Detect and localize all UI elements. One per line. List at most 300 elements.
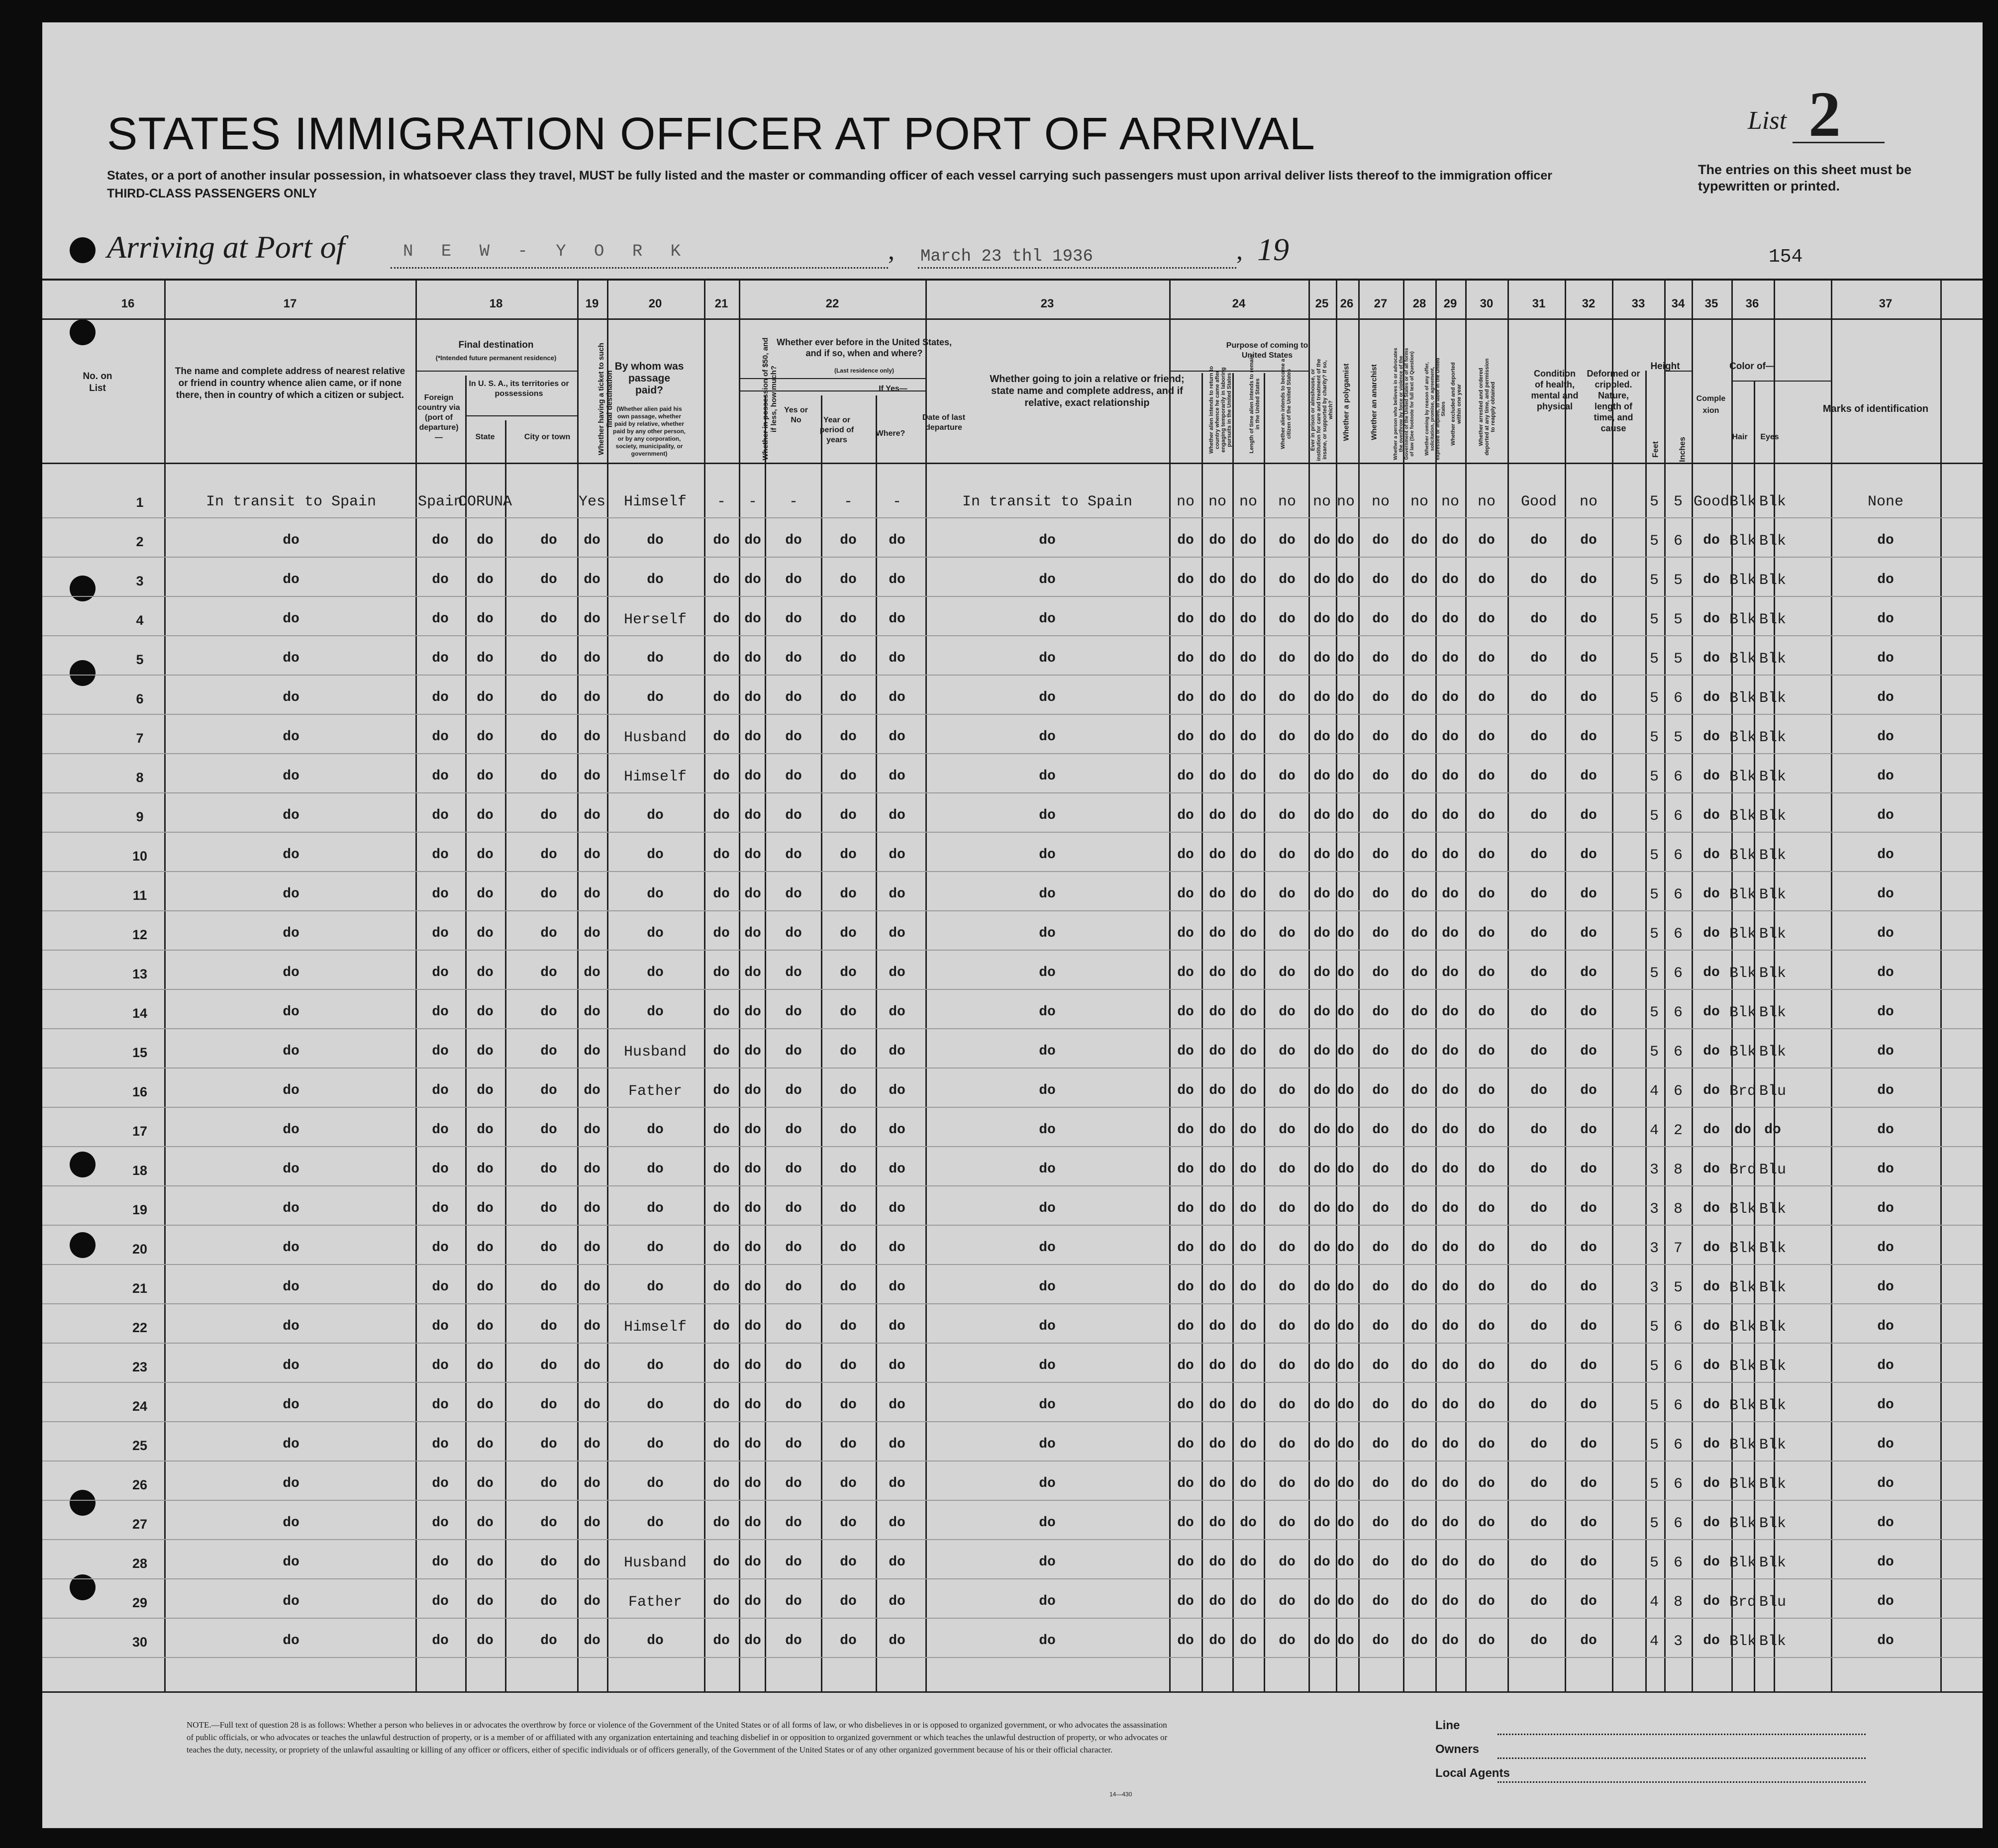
cell-c18b: do [477,611,494,627]
cell-c18c: do [540,729,557,745]
list-label: List [1748,106,1787,135]
cell-c27: do [1337,1476,1354,1491]
cell-c24a: do [1177,1240,1194,1256]
cell-c37: do [1877,808,1894,823]
cell-c37: do [1877,1515,1894,1531]
cell-in: 6 [1673,808,1683,825]
row-rule [42,714,1983,715]
cell-c23: do [1039,1004,1056,1020]
cell-c29: do [1411,1515,1428,1531]
column-divider [1645,371,1647,1691]
col20-note: (Whether alien paid his own passage, whether paid by relative, whether paid by any other person, or by any corporation, society, municipality, or government) [612,405,686,457]
cell-c22a: do [744,1594,761,1609]
cell-c24c: do [1240,1162,1257,1177]
cell-ft: 5 [1649,769,1659,785]
cell-c18c: do [540,769,557,784]
subheader-divider [1731,381,1831,382]
cell-c21: do [713,533,730,548]
cell-c26: do [1313,1476,1330,1491]
column-number-28: 28 [1412,297,1426,310]
column-number-17: 17 [283,297,297,310]
cell-c35: do [1703,1083,1720,1098]
cell-c22b: do [785,1044,802,1059]
row-rule [42,675,1983,676]
cell-c20: do [647,533,664,548]
cell-c19: do [584,611,600,627]
cell-c27: do [1337,1397,1354,1413]
cell-c18c: do [540,533,557,548]
cell-c22a: do [744,1201,761,1216]
cell-c31: do [1478,1555,1495,1570]
cell-c23: do [1039,1633,1056,1649]
cell-c24b: do [1209,1122,1226,1138]
cell-eyes: Blk [1759,1476,1787,1493]
cell-c24a: do [1177,611,1194,627]
cell-c28: do [1372,1476,1389,1491]
cell-c27: do [1337,926,1354,941]
cell-c37: do [1877,651,1894,666]
cell-c20: do [647,1515,664,1531]
row-rule [42,989,1983,990]
cell-c26: do [1313,1279,1330,1295]
cell-c17: do [283,1122,300,1138]
cell-c18a: Spain [417,493,463,510]
page-title: STATES IMMIGRATION OFFICER AT PORT OF ARRIVAL [107,108,1315,159]
cell-c28: do [1372,1358,1389,1373]
cell-c32: do [1530,533,1547,548]
cell-in: 6 [1673,533,1683,550]
cell-hair: Blk [1729,611,1757,628]
column-divider [1940,279,1942,1691]
cell-c22b: do [785,1162,802,1177]
column-number-23: 23 [1040,297,1054,310]
cell-c17: do [283,611,300,627]
cell-c35: do [1703,769,1720,784]
cell-c24b: do [1209,1515,1226,1531]
cell-ft: 5 [1649,1319,1659,1336]
cell-c24b: do [1209,1594,1226,1609]
cell-c22d: do [889,1279,905,1295]
cell-c23: do [1039,611,1056,627]
cell-c21: do [713,1122,730,1138]
col35-heading: Complexion [1696,394,1726,415]
cell-c22b: do [785,926,802,941]
cell-c22a: do [744,769,761,784]
cell-c24b: do [1209,886,1226,902]
row-number: 28 [132,1556,148,1571]
cell-c37: do [1877,1083,1894,1098]
cell-c24a: do [1177,965,1194,980]
cell-c32: do [1530,1594,1547,1609]
cell-c22b: do [785,1555,802,1570]
cell-c32: do [1530,1476,1547,1491]
cell-c24a: do [1177,926,1194,941]
cell-c30: do [1442,1044,1459,1059]
cell-c32: do [1530,1437,1547,1452]
cell-hair: Blk [1729,1397,1757,1414]
cell-c35: do [1703,1279,1720,1295]
cell-c30: do [1442,769,1459,784]
cell-c28: do [1372,965,1389,980]
row-rule [42,1185,1983,1186]
cell-c27: do [1337,572,1354,587]
cell-c19: do [584,1515,600,1531]
owners-signature-line [1498,1757,1866,1759]
cell-hair: Blk [1729,769,1757,785]
cell-c22c: do [840,886,857,902]
cell-c27: do [1337,533,1354,548]
cell-in: 8 [1673,1201,1683,1218]
cell-c27: do [1337,1044,1354,1059]
list-underline [1793,142,1885,143]
cell-c31: do [1478,1633,1495,1649]
cell-c29: do [1411,1240,1428,1256]
cell-c22a: do [744,1358,761,1373]
cell-c32: do [1530,651,1547,666]
cell-c28: do [1372,1083,1389,1098]
cell-c22c: do [840,1633,857,1649]
row-number: 8 [136,770,144,785]
cell-ft: 5 [1649,808,1659,825]
cell-c24b: do [1209,1279,1226,1295]
row-number: 27 [132,1517,148,1532]
cell-c17: do [283,1162,300,1177]
cell-in: 6 [1673,1004,1683,1021]
row-number: 29 [132,1595,148,1610]
cell-c19: do [584,1240,600,1256]
cell-c26: do [1313,1555,1330,1570]
cell-c18a: do [432,769,449,784]
cell-c26: do [1313,847,1330,863]
cell-c28: do [1372,926,1389,941]
cell-c31: do [1478,1476,1495,1491]
cell-c22c: do [840,690,857,705]
cell-c17: do [283,1358,300,1373]
column-number-26: 26 [1340,297,1354,310]
cell-c26: do [1313,1437,1330,1452]
cell-c18b: do [477,847,494,863]
cell-c18b: do [477,1476,494,1491]
cell-c37: do [1877,572,1894,587]
column-divider [1308,279,1310,1691]
cell-c23: do [1039,808,1056,823]
cell-c37: do [1877,1319,1894,1334]
cell-c20: Father [628,1594,683,1611]
cell-c18c: do [540,847,557,863]
cell-c24c: do [1240,690,1257,705]
cell-c35: do [1703,1515,1720,1531]
cell-c28: do [1372,847,1389,863]
cell-c29: do [1411,926,1428,941]
cell-c24c: do [1240,1358,1257,1373]
cell-c18b: do [477,1122,494,1138]
cell-c26: do [1313,808,1330,823]
col16-heading: No. on List [83,371,112,393]
cell-c24b: do [1209,965,1226,980]
cell-c18c: do [540,1122,557,1138]
cell-hair: Blk [1729,1004,1757,1021]
cell-c23: do [1039,1044,1056,1059]
cell-c26: do [1313,1004,1330,1020]
cell-c27: do [1337,729,1354,745]
cell-c20: do [647,1397,664,1413]
cell-ft: 4 [1649,1122,1659,1139]
cell-c31: do [1478,1240,1495,1256]
cell-c26: do [1313,769,1330,784]
cell-c37: do [1877,611,1894,627]
cell-c31: do [1478,729,1495,745]
cell-ft: 5 [1649,572,1659,589]
cell-c22c: do [840,808,857,823]
cell-c18b: do [477,1044,494,1059]
cell-c24c: do [1240,847,1257,863]
cell-c22b: do [785,690,802,705]
cell-c22c: do [840,1201,857,1216]
cell-c37: do [1877,1201,1894,1216]
cell-c23: do [1039,1162,1056,1177]
cell-c20: do [647,651,664,666]
cell-c25: do [1279,1044,1296,1059]
column-number-18: 18 [489,297,503,310]
cell-c24a: do [1177,729,1194,745]
cell-c24c: do [1240,965,1257,980]
row-number: 13 [132,967,148,981]
cell-c18b: do [477,808,494,823]
cell-c20: Himself [623,493,687,510]
cell-c24b: do [1209,1044,1226,1059]
cell-c24b: do [1209,690,1226,705]
cell-c23: do [1039,651,1056,666]
cell-c18b: do [477,1319,494,1334]
cell-c26: do [1313,1633,1330,1649]
cell-eyes: Blk [1759,572,1787,589]
cell-ft: 5 [1649,729,1659,746]
cell-c22a: do [744,690,761,705]
cell-eyes: Blk [1759,1279,1787,1296]
cell-c29: do [1411,1633,1428,1649]
cell-ft: 5 [1649,886,1659,903]
row-rule [42,1343,1983,1344]
cell-c26: no [1312,493,1331,510]
cell-c23: do [1039,572,1056,587]
cell-c33: do [1580,847,1597,863]
cell-c26: do [1313,533,1330,548]
page-number: 154 [1769,246,1803,268]
cell-c19: do [584,1044,600,1059]
cell-c19: do [584,1358,600,1373]
col33-heading: Deformed or crippled. Nature, length of time, and cause [1587,369,1640,433]
cell-c28: do [1372,1240,1389,1256]
cell-c22d: do [889,1044,905,1059]
cell-c24c: do [1240,1319,1257,1334]
cell-c35: do [1703,1437,1720,1452]
cell-c24a: do [1177,1201,1194,1216]
cell-ft: 5 [1649,1476,1659,1493]
cell-c22d: do [889,1594,905,1609]
cell-c35: do [1703,1319,1720,1334]
cell-c33: do [1580,965,1597,980]
column-divider [1201,373,1203,1691]
cell-c31: do [1478,1004,1495,1020]
cell-c20: do [647,1476,664,1491]
cell-c24a: do [1177,1515,1194,1531]
cell-c25: do [1279,847,1296,863]
column-divider [876,395,877,1691]
cell-c22a: do [744,1476,761,1491]
cell-eyes: Blu [1759,1594,1787,1611]
cell-c32: do [1530,965,1547,980]
cell-c24a: do [1177,847,1194,863]
cell-hair: Blk [1729,1476,1757,1493]
cell-c30: do [1442,690,1459,705]
cell-c22b: - [789,493,799,510]
row-number: 3 [136,574,144,588]
cell-in: 6 [1673,1476,1683,1493]
cell-c18a: do [432,1279,449,1295]
cell-c18c: do [540,1279,557,1295]
cell-c32: do [1530,847,1547,863]
punch-hole [70,1232,96,1258]
col18-foreign: Foreign country via (port of departure)— [417,393,460,442]
cell-c23: do [1039,1201,1056,1216]
cell-c29: do [1411,651,1428,666]
cell-c24c: do [1240,1515,1257,1531]
cell-c22c: do [840,1319,857,1334]
cell-c23: In transit to Spain [962,493,1133,510]
cell-c18b: do [477,1397,494,1413]
cell-c24b: do [1209,1083,1226,1098]
cell-c18b: do [477,533,494,548]
cell-hair: Brd [1729,1083,1757,1100]
cell-c24c: do [1240,886,1257,902]
cell-c30: do [1442,729,1459,745]
cell-in: 6 [1673,1515,1683,1532]
cell-c21: do [713,1555,730,1570]
cell-c24b: do [1209,533,1226,548]
cell-c21: do [713,847,730,863]
column-number-24: 24 [1232,297,1246,310]
cell-c18a: do [432,1515,449,1531]
cell-c24c: do [1240,1004,1257,1020]
cell-c19: do [584,847,600,863]
cell-c21: do [713,1162,730,1177]
cell-c17: do [283,1004,300,1020]
cell-c33: do [1580,1476,1597,1491]
cell-in: 6 [1673,886,1683,903]
cell-c33: do [1580,1162,1597,1177]
cell-eyes: Blk [1759,1319,1787,1336]
cell-c37: do [1877,533,1894,548]
cell-c22c: do [840,1004,857,1020]
row-number: 21 [132,1281,148,1296]
cell-c29: do [1411,1437,1428,1452]
cell-c33: do [1580,1594,1597,1609]
cell-eyes: Blk [1759,769,1787,785]
cell-c31: do [1478,611,1495,627]
cell-c35: do [1703,1122,1720,1138]
cell-c21: do [713,1319,730,1334]
cell-c22a: do [744,1319,761,1334]
column-divider [1692,279,1693,1691]
cell-c27: do [1337,1437,1354,1452]
cell-c37: None [1867,493,1904,510]
col36-hair: Hair [1732,433,1748,441]
cell-c17: do [283,533,300,548]
row-number: 5 [136,652,144,667]
cell-c32: do [1530,1319,1547,1334]
cell-c24c: do [1240,1555,1257,1570]
cell-c20: Herself [623,611,687,628]
cell-c24a: do [1177,886,1194,902]
cell-c24b: do [1209,1555,1226,1570]
row-rule [42,1264,1983,1265]
cell-c18a: do [432,886,449,902]
col22-sub: (Last residence only) [834,367,895,374]
cell-c28: do [1372,651,1389,666]
cell-eyes: Blk [1759,1201,1787,1218]
cell-c18a: do [432,1358,449,1373]
col22-ifyes: If Yes— [879,385,907,393]
cell-c18b: CORUNA [458,493,512,510]
cell-c37: do [1877,1044,1894,1059]
cell-c22a: do [744,1515,761,1531]
cell-ft: 5 [1649,1555,1659,1571]
cell-c30: do [1442,926,1459,941]
cell-c19: do [584,729,600,745]
cell-c20: do [647,847,664,863]
cell-c18a: do [432,690,449,705]
cell-eyes: Blk [1759,611,1787,628]
cell-hair: Blk [1729,533,1757,550]
cell-c19: do [584,965,600,980]
column-number-34: 34 [1671,297,1685,310]
cell-c18b: do [477,1555,494,1570]
col31-heading: Whether arrested and ordered deported at any time, and permission to reapply obtained [1478,358,1496,456]
cell-c29: do [1411,847,1428,863]
column-divider [1264,373,1265,1691]
cell-c35: do [1703,886,1720,902]
cell-c19: do [584,1594,600,1609]
col32-heading: Condition of health, mental and physical [1531,369,1579,411]
column-divider [1831,279,1832,1691]
cell-c18c: do [540,690,557,705]
punch-hole [70,660,96,686]
cell-c23: do [1039,729,1056,745]
cell-c31: no [1477,493,1496,510]
cell-c18a: do [432,651,449,666]
cell-c21: - [716,493,726,510]
cell-c22d: do [889,1476,905,1491]
cell-c22c: do [840,1279,857,1295]
cell-c24a: do [1177,1162,1194,1177]
cell-c30: do [1442,965,1459,980]
cell-c17: do [283,690,300,705]
cell-c32: do [1530,769,1547,784]
cell-c28: do [1372,1044,1389,1059]
row-number: 7 [136,731,144,746]
cell-c28: do [1372,1122,1389,1138]
row-number: 23 [132,1360,148,1374]
cell-c17: do [283,1594,300,1609]
cell-eyes: Blk [1759,1240,1787,1257]
cell-c17: do [283,1555,300,1570]
cell-eyes: Blk [1759,926,1787,943]
row-rule [42,1421,1983,1422]
cell-eyes: Blk [1759,651,1787,668]
comma: , [1236,237,1243,265]
cell-c35: do [1703,1201,1720,1216]
cell-hair: Blk [1729,651,1757,668]
